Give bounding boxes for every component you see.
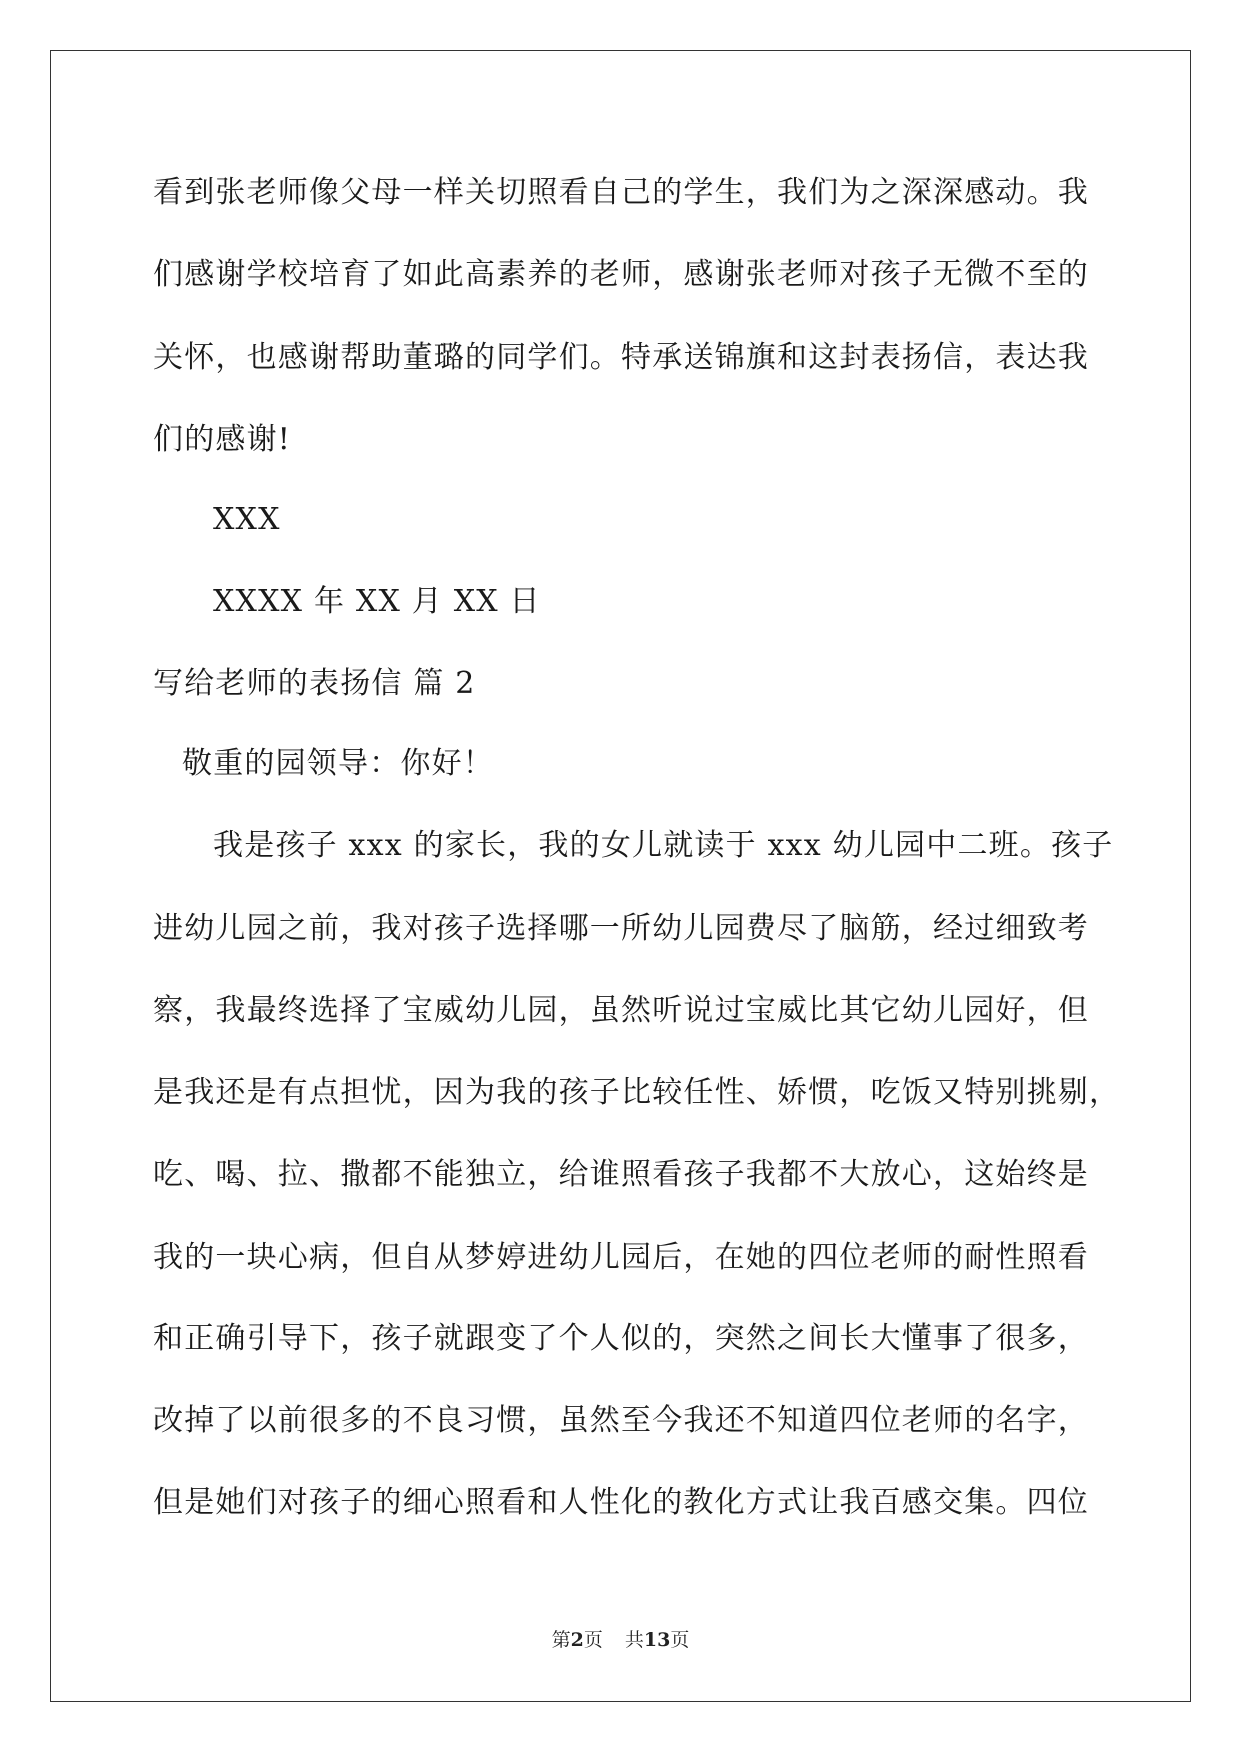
page-prefix: 第 [551, 1629, 571, 1651]
signature-name: XXX [213, 502, 281, 537]
paragraph-line: 但是她们对孩子的细心照看和人性化的教化方式让我百感交集。四位 [153, 1485, 1089, 1520]
paragraph-line: 改掉了以前很多的不良习惯，虽然至今我还不知道四位老师的名字， [153, 1403, 1089, 1438]
paragraph-line: 关怀，也感谢帮助董璐的同学们。特承送锦旗和这封表扬信，表达我 [153, 340, 1089, 375]
signature-date: XXXX 年 XX 月 XX 日 [213, 584, 541, 619]
paragraph-line: 进幼儿园之前，我对孩子选择哪一所幼儿园费尽了脑筋，经过细致考 [153, 911, 1089, 946]
page-footer [0, 1628, 1241, 1652]
paragraph-line: 我的一块心病，但自从梦婷进幼儿园后，在她的四位老师的耐性照看 [153, 1240, 1089, 1275]
total-suffix: 页 [670, 1629, 690, 1651]
paragraph-line: 们的感谢! [153, 422, 292, 457]
page-number: 2 [570, 1629, 584, 1651]
total-prefix: 共 [624, 1629, 644, 1651]
paragraph-line: 吃、喝、拉、撒都不能独立，给谁照看孩子我都不大放心，这始终是 [153, 1157, 1089, 1192]
salutation: 敬重的园领导：你好！ [182, 746, 494, 781]
paragraph-line: 察，我最终选择了宝威幼儿园，虽然听说过宝威比其它幼儿园好，但 [153, 993, 1089, 1028]
paragraph-line: 是我还是有点担忧，因为我的孩子比较任性、娇惯，吃饭又特别挑剔， [153, 1075, 1121, 1110]
section-heading: 写给老师的表扬信 篇 2 [153, 666, 476, 701]
paragraph-line: 我是孩子 xxx 的家长，我的女儿就读于 xxx 幼儿园中二班。孩子 [213, 828, 1114, 863]
paragraph-line: 看到张老师像父母一样关切照看自己的学生，我们为之深深感动。我 [153, 175, 1089, 210]
total-pages: 13 [643, 1629, 671, 1651]
page-suffix: 页 [583, 1629, 603, 1651]
paragraph-line: 们感谢学校培育了如此高素养的老师，感谢张老师对孩子无微不至的 [153, 257, 1089, 292]
paragraph-line: 和正确引导下，孩子就跟变了个人似的，突然之间长大懂事了很多， [153, 1321, 1089, 1356]
page-border [50, 50, 1191, 1702]
